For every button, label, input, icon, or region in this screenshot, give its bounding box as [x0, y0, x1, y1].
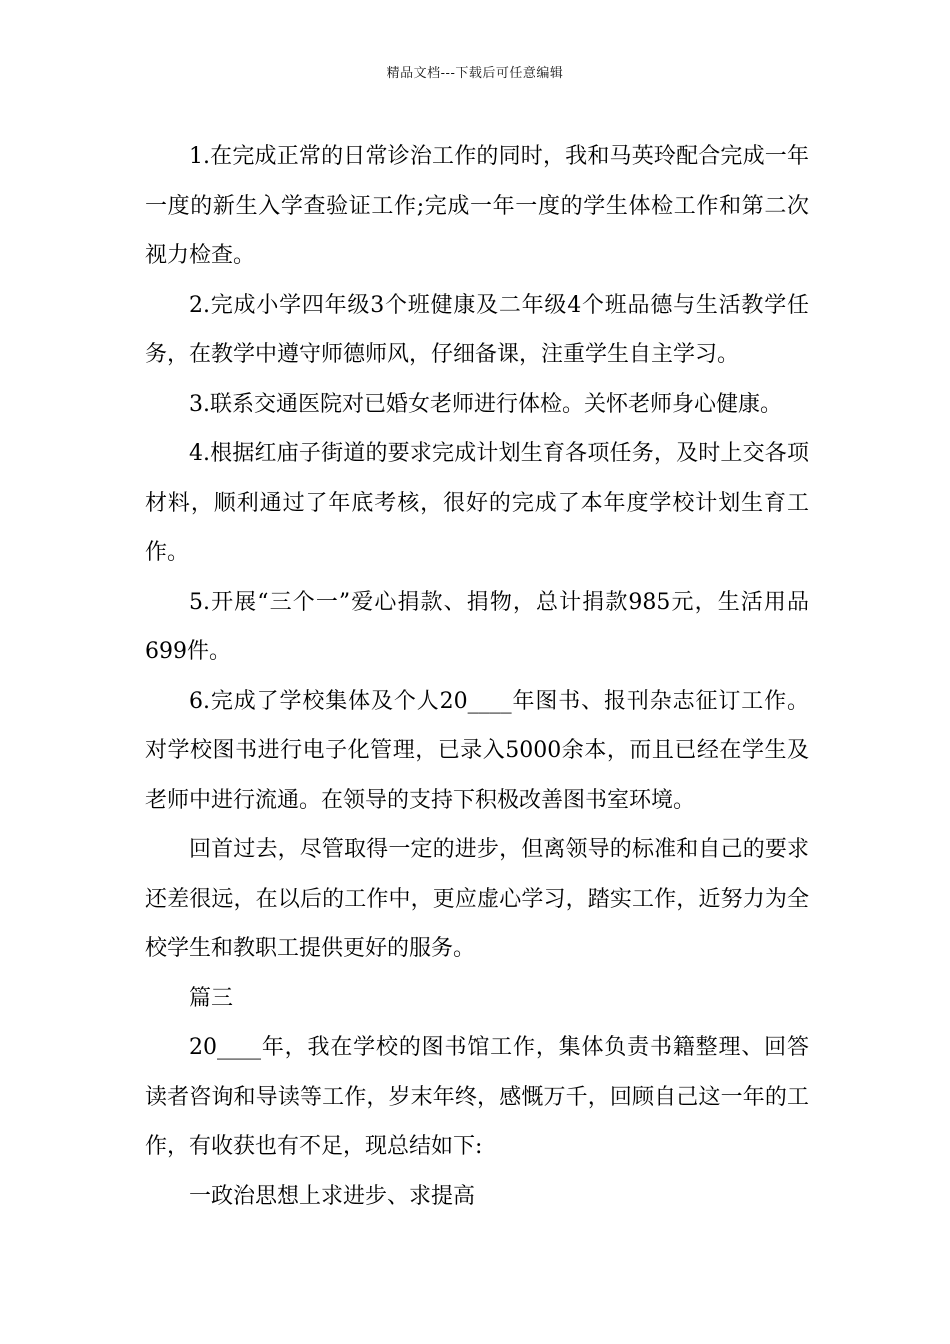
page-header: 精品文档---下载后可任意编辑	[386, 66, 564, 81]
subsection-heading: 一政治思想上求进步、求提高	[189, 1183, 476, 1209]
paragraph-item-4: 4.根据红庙子街道的要求完成计划生育各项任务，及时上交各项材料，顺利通过了年底考核，很好的完成了本年度学校计划生育工作。	[145, 441, 809, 565]
intro-paragraph: 20____年，我在学校的图书馆工作，集体负责书籍整理、回答读者咨询和导读等工作，岁末年终，感慨万千，回顾自己这一年的工作，有收获也有不足，现总结如下:	[145, 1035, 809, 1159]
paragraph-item-3: 3.联系交通医院对已婚女老师进行体检。关怀老师身心健康。	[189, 391, 782, 417]
paragraph-item-1: 1.在完成正常的日常诊治工作的同时，我和马英玲配合完成一年一度的新生入学查验证工作;完成一年一度的学生体检工作和第二次视力检查。	[145, 144, 809, 268]
summary-paragraph: 回首过去，尽管取得一定的进步，但离领导的标准和自己的要求还差很远，在以后的工作中，更应虚心学习，踏实工作，近努力为全校学生和教职工提供更好的服务。	[145, 837, 809, 961]
paragraph-item-6: 6.完成了学校集体及个人20____年图书、报刊杂志征订工作。对学校图书进行电子化管理，已录入5000余本，而且已经在学生及老师中进行流通。在领导的支持下积极改善图书室环境。	[145, 688, 809, 813]
document-body	[145, 132, 809, 1221]
paragraph-item-2: 2.完成小学四年级3个班健康及二年级4个班品德与生活教学任务，在教学中遵守师德师风，仔细备课，注重学生自主学习。	[145, 292, 809, 367]
section-heading: 篇三	[189, 985, 234, 1011]
paragraph-item-5: 5.开展“三个一”爱心捐款、捐物，总计捐款985元，生活用品699件。	[145, 589, 809, 664]
